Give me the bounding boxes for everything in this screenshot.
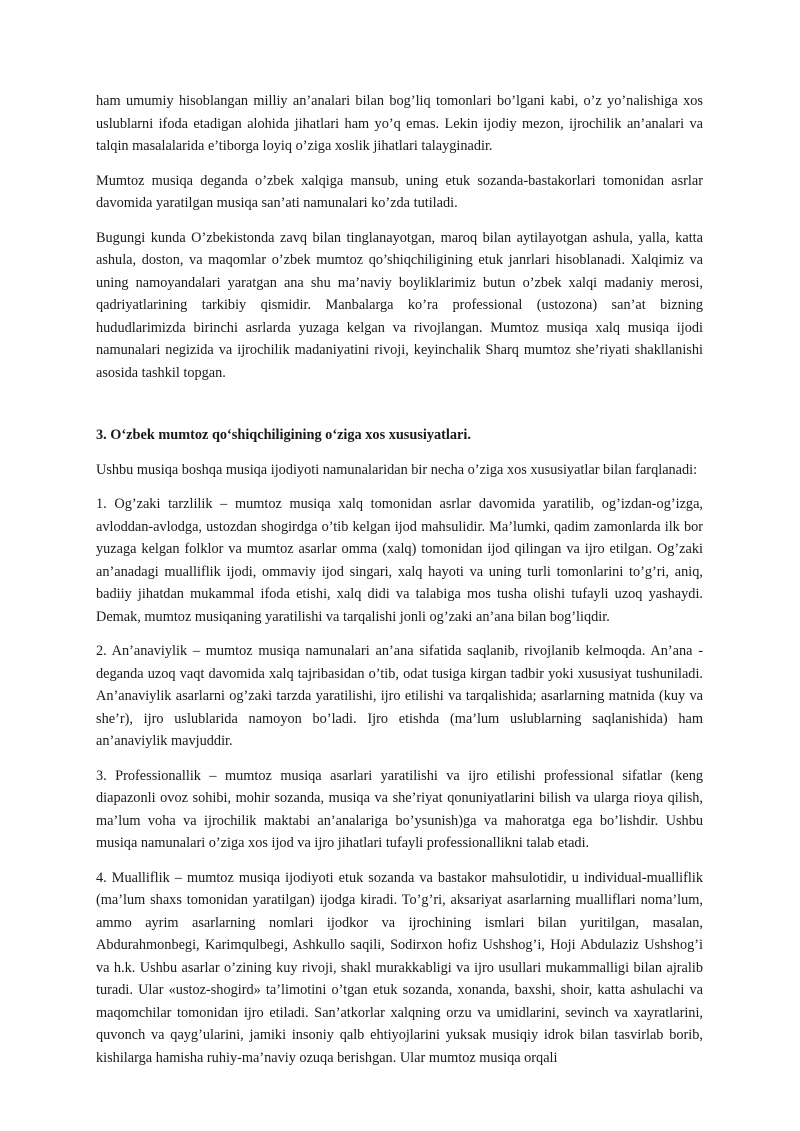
document-page [96,90,703,1081]
paragraph-intro-2: Mumtoz musiqa deganda o’zbek xalqiga mansub, uning etuk sozanda-bastakorlari tomonidan asrlar davomida yaratilgan musiqa san’ati namunalari ko’zda tutiladi. [96,172,703,211]
paragraph-intro-1: ham umumiy hisoblangan milliy an’analari bilan bog’liq tomonlari bo’lgani kabi, o’z yo’nalishiga xos uslublarni ifoda etadigan alohida jihatlari ham yo’q emas. Lekin ijodiy mezon, ijrochilik an’analari va talqin masalalarida e’tiborga loyiq o’ziga xoslik jihatlari talayginadir. [96,93,703,154]
paragraph-item-2: 2. An’anaviylik – mumtoz musiqa namunalari an’ana sifatida saqlanib, rivojlanib kelmoqda. An’ana - deganda uzoq vaqt davomida xalq tajribasidan o’tib, odat tusiga kirgan tadbir yoki xususiyat tushuniladi. An’anaviylik asarlarni og’zaki tarzda yaratilishi, ijro etilishi va tarqalishida; asarlarning matnida (kuy va she’r), ijro uslublarida namoyon bo’ladi. Ijro etishda (ma’lum uslublarning saqlanishida) ham an’anaviylik mavjuddir. [96,643,703,749]
section-heading: 3. O‘zbek mumtoz qo‘shiqchiligining o‘ziga xos xususiyatlari. [96,427,471,443]
paragraph-intro-3: Bugungi kunda O’zbekistonda zavq bilan tinglanayotgan, maroq bilan aytilayotgan ashula, yalla, katta ashula, doston, va maqomlar o’zbek mumtoz qo’shiqchiligining etuk janrlari hisoblanadi. Xalqimiz va uning namoyandalari yaratgan ana shu ma’naviy boyliklarimiz butun o’zbek xalqi madaniy merosi, qadriyatlarining tarkibiy qismidir. Manbalarga ko’ra professional (ustozona) san’at bizning hududlarimizda birinchi asrlarda yuzaga kelgan va rivojlangan. Mumtoz musiqa xalq musiqa ijodi namunalari negizida va ijrochilik madaniyatini rivoji, keyinchalik Sharq mumtoz she’riyati shakllanishi asosida tashkil topgan. [96,229,703,381]
paragraph-section-lead: Ushbu musiqa boshqa musiqa ijodiyoti namunalaridan bir necha o’ziga xos xususiyatlar bilan farqlanadi: [96,461,698,478]
paragraph-item-4: 4. Mualliflik – mumtoz musiqa ijodiyoti etuk sozanda va bastakor mahsulotidir, u individual-mualliflik (ma’lum shaxs tomonidan yaratilgan) ijodga kiradi. To’g’ri, aksariyat asarlarning mualliflari noma’lum, ammo ayrim asarlarning nomlari ijodkor va ijrochining ismlari bilan yuritilgan, masalan, Abdurahmonbegi, Karimqulbegi, Ashkullo saqili, Sodirxon hofiz Ushshog’i, Hoji Abdulaziz Ushshog’i va h.k. Ushbu asarlar o’zining kuy rivoji, shakl murakkabligi va ijro usullari mukammalligi bilan ajralib turadi. Ular «ustoz-shogird» ta’limotini o’tgan etuk sozanda, xonanda, baxshi, shoir, katta ashulachi va maqomchilar tomonidan ijro etiladi. San’atkorlar xalqning orzu va umidlarini, sevinch va xayratlarini, quvonch va qayg’ularini, jamiki insoniy qalb ehtiyojlarini yuksak musiqiy idrok bilan tasvirlab borib, kishilarga hamisha ruhiy-ma’naviy ozuqa berishgan. Ular mumtoz musiqa orqali [96,869,703,1066]
paragraph-item-3: 3. Professionallik – mumtoz musiqa asarlari yaratilishi va ijro etilishi professional sifatlar (keng diapazonli ovoz sohibi, mohir sozanda, musiqa va she’riyat qonuniyatlarini bilish va ularga rioya qilish, ma’lum voha va ijrochilik maktabi an’analariga bo’ysunish)ga va mahoratga ega bo’lishdir. Ushbu musiqa namunalari o’ziga xos ijod va ijro jihatlari tufayli professionallikni talab etadi. [96,767,703,851]
paragraph-item-1: 1. Og’zaki tarzlilik – mumtoz musiqa xalq tomonidan asrlar davomida yaratilib, og’izdan-og’izga, avloddan-avlodga, ustozdan shogirdga o’tib kelgan ijod mahsulidir. Ma’lumki, qadim zamonlarda ilk bor yuzaga kelgan folklor va mumtoz asarlar omma (xalq) tomonidan ijod qilingan va ijro etilgan. Og’zaki an’anadagi mualliflik ijodi, ommaviy ijod singari, xalq hayoti va uning turli tomonlarini to’g’ri, aniq, badiiy jihatdan mukammal ifoda etishi, xalq didi va talabiga mos tusha olishi tufayli uzoq yashaydi. Demak, mumtoz musiqaning yaratilishi va tarqalishi jonli og’zaki an’ana bilan bog’liqdir. [96,496,703,625]
